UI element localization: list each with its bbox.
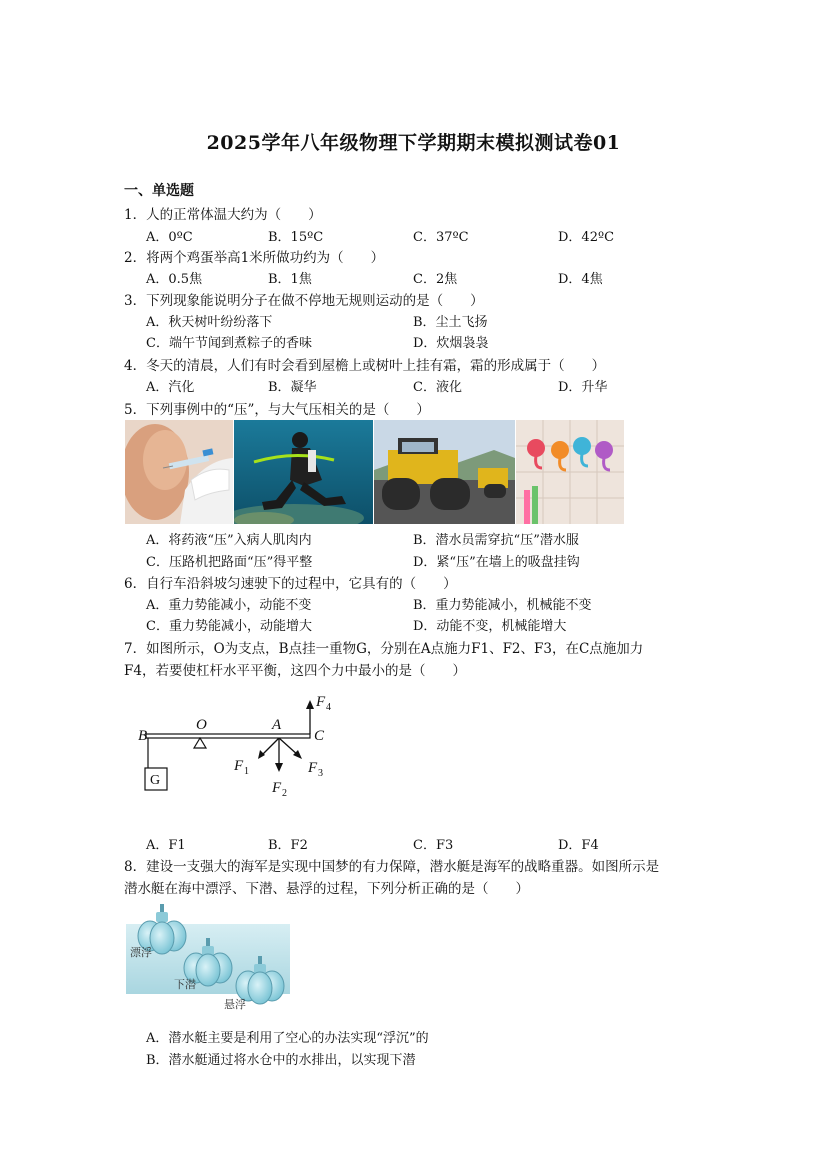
q8-option-b: B．潜水艇通过将水仓中的水排出，以实现下潜 <box>146 1053 416 1068</box>
question-5-stem: 5．下列事例中的“压”，与大气压相关的是（ ） <box>124 402 430 418</box>
label-g: G <box>150 773 161 788</box>
q6-option-b: B．重力势能减小，机械能不变 <box>413 598 592 613</box>
q6-option-d: D．动能不变，机械能增大 <box>413 619 567 634</box>
q5-option-c: C．压路机把路面“压”得平整 <box>146 555 313 570</box>
label-a: A <box>272 717 282 733</box>
label-f1-sub: 1 <box>244 766 249 777</box>
q1-option-c: C．37ºC <box>413 230 469 245</box>
question-7-stem-line1: 7．如图所示，O为支点，B点挂一重物G，分别在A点施力F1、F2、F3，在C点施加力 <box>124 641 644 657</box>
page-title: 2025学年八年级物理下学期期末模拟测试卷01 <box>206 132 621 154</box>
injection-photo <box>125 420 233 524</box>
section-heading: 一、单选题 <box>124 183 194 199</box>
label-b: B <box>138 728 148 744</box>
q2-option-b: B．1焦 <box>268 272 312 287</box>
label-f2: F <box>272 780 282 796</box>
submarine-figure <box>126 900 290 1012</box>
q3-option-d: D．炊烟袅袅 <box>413 336 489 351</box>
q6-option-a: A．重力势能减小，动能不变 <box>146 598 312 613</box>
q4-option-d: D．升华 <box>558 380 608 395</box>
question-8-stem-line1: 8．建设一支强大的海军是实现中国梦的有力保障，潜水艇是海军的战略重器。如图所示是 <box>124 859 660 875</box>
question-7-stem-line2: F4，若要使杠杆水平平衡，这四个力中最小的是（ ） <box>124 663 466 679</box>
q2-option-c: C．2焦 <box>413 272 458 287</box>
lever-diagram <box>124 684 344 808</box>
q4-option-a: A．汽化 <box>146 380 195 395</box>
label-f4: F <box>316 694 326 710</box>
label-floating: 漂浮 <box>130 946 152 959</box>
road-roller-photo <box>374 420 515 524</box>
label-f2-sub: 2 <box>282 788 287 799</box>
q5-option-b: B．潜水员需穿抗“压”潜水服 <box>413 533 579 548</box>
label-suspended: 悬浮 <box>224 998 246 1011</box>
label-o: O <box>196 717 207 733</box>
label-diving: 下潜 <box>174 978 196 991</box>
question-1-stem: 1．人的正常体温大约为（ ） <box>124 207 322 223</box>
q1-option-b: B．15ºC <box>268 230 324 245</box>
label-f4-sub: 4 <box>326 702 331 713</box>
q2-option-a: A．0.5焦 <box>146 272 203 287</box>
q3-option-c: C．端午节闻到煮粽子的香味 <box>146 336 312 351</box>
q2-option-d: D．4焦 <box>558 272 603 287</box>
q5-option-a: A．将药液“压”入病人肌肉内 <box>146 533 312 548</box>
label-f3-sub: 3 <box>318 768 323 779</box>
q3-option-a: A．秋天树叶纷纷落下 <box>146 315 273 330</box>
diver-photo <box>234 420 373 524</box>
q1-option-d: D．42ºC <box>558 230 615 245</box>
force-f4-arrow <box>306 700 314 709</box>
q7-option-d: D．F4 <box>558 838 599 853</box>
q1-option-a: A．0ºC <box>146 230 193 245</box>
q4-option-b: B．凝华 <box>268 380 317 395</box>
q7-option-a: A．F1 <box>146 838 186 853</box>
question-2-stem: 2．将两个鸡蛋举高1米所做功约为（ ） <box>124 250 385 266</box>
label-f3: F <box>308 760 318 776</box>
question-3-stem: 3．下列现象能说明分子在做不停地无规则运动的是（ ） <box>124 293 484 309</box>
force-f2-arrow <box>275 763 283 772</box>
force-f1-arrow <box>258 750 265 759</box>
question-6-stem: 6．自行车沿斜坡匀速驶下的过程中，它具有的（ ） <box>124 576 457 592</box>
lever-bar <box>146 734 310 738</box>
suction-hooks-photo <box>516 420 624 524</box>
fulcrum <box>194 738 206 748</box>
question-4-stem: 4．冬天的清晨，人们有时会看到屋檐上或树叶上挂有霜，霜的形成属于（ ） <box>124 358 606 374</box>
q8-option-a: A．潜水艇主要是利用了空心的办法实现“浮沉”的 <box>146 1031 429 1046</box>
q5-option-d: D．紧“压”在墙上的吸盘挂钩 <box>413 555 580 570</box>
label-f1: F <box>234 758 244 774</box>
force-f1-line <box>261 738 279 756</box>
question-8-stem-line2: 潜水艇在海中漂浮、下潜、悬浮的过程，下列分析正确的是（ ） <box>124 881 529 897</box>
q7-option-b: B．F2 <box>268 838 308 853</box>
q3-option-b: B．尘土飞扬 <box>413 315 488 330</box>
q4-option-c: C．液化 <box>413 380 462 395</box>
q6-option-c: C．重力势能减小，动能增大 <box>146 619 312 634</box>
label-c: C <box>314 728 325 744</box>
q7-option-c: C．F3 <box>413 838 454 853</box>
